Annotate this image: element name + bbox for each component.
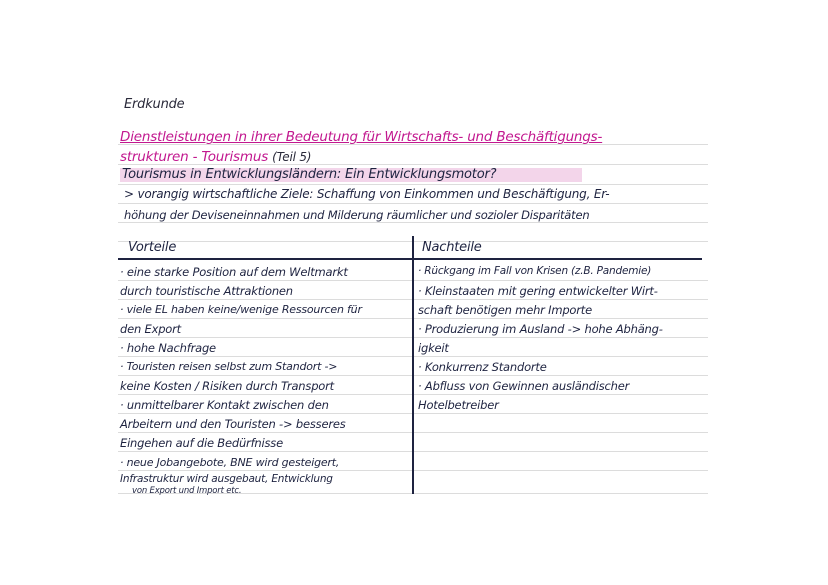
advantage-line: · neue Jobangebote, BNE wird gesteigert, xyxy=(120,456,340,469)
subject-heading: Erdkunde xyxy=(124,97,185,112)
advantage-line: den Export xyxy=(120,322,181,336)
advantage-line: · eine starke Position auf dem Weltmarkt xyxy=(120,265,348,279)
advantage-line: · unmittelbarer Kontakt zwischen den xyxy=(120,398,329,412)
section-subtitle: Tourismus in Entwicklungsländern: Ein Entwicklungsmotor? xyxy=(122,167,497,182)
disadvantage-line: · Abfluss von Gewinnen ausländischer xyxy=(418,379,630,393)
advantage-line: durch touristische Attraktionen xyxy=(120,284,293,298)
page-title-topic: strukturen - Tourismus xyxy=(120,149,269,165)
disadvantage-line: igkeit xyxy=(418,341,449,355)
advantage-line: von Export und Import etc. xyxy=(132,486,242,496)
advantage-line: keine Kosten / Risiken durch Transport xyxy=(120,379,334,393)
ruled-line xyxy=(118,184,708,185)
page-title-line-1: Dienstleistungen in ihrer Bedeutung für Wirtschafts- und Beschäftigungs- xyxy=(120,129,603,145)
page-title-part: (Teil 5) xyxy=(272,150,312,164)
disadvantage-line: · Konkurrenz Standorte xyxy=(418,360,547,374)
advantage-line: · Touristen reisen selbst zum Standort -> xyxy=(120,360,338,373)
advantage-line: Arbeitern und den Touristen -> besseres xyxy=(120,417,346,431)
ruled-line xyxy=(118,222,708,223)
column-header-advantages: Vorteile xyxy=(128,240,177,255)
table-column-divider xyxy=(412,236,414,494)
ruled-line xyxy=(118,203,708,204)
advantage-line: · hohe Nachfrage xyxy=(120,341,216,355)
advantage-line: · viele EL haben keine/wenige Ressourcen für xyxy=(120,303,362,316)
advantage-line: Eingehen auf die Bedürfnisse xyxy=(120,436,283,450)
advantage-line: Infrastruktur wird ausgebaut, Entwicklung xyxy=(120,473,333,485)
disadvantage-line: · Rückgang im Fall von Krisen (z.B. Pandemie) xyxy=(418,265,652,277)
intro-line-1: > vorangig wirtschaftliche Ziele: Schaffung von Einkommen und Beschäftigung, Er- xyxy=(124,187,610,201)
disadvantage-line: · Produzierung im Ausland -> hohe Abhäng- xyxy=(418,322,663,336)
disadvantage-line: Hotelbetreiber xyxy=(418,398,499,412)
disadvantage-line: · Kleinstaaten mit gering entwickelter Wirt- xyxy=(418,284,658,298)
intro-line-2: höhung der Deviseneinnahmen und Milderung räumlicher und sozioler Disparitäten xyxy=(124,208,590,222)
disadvantage-line: schaft benötigen mehr Importe xyxy=(418,303,592,317)
page-title-line-2 xyxy=(120,149,311,165)
table-header-divider xyxy=(118,258,702,260)
column-header-disadvantages: Nachteile xyxy=(422,240,482,255)
